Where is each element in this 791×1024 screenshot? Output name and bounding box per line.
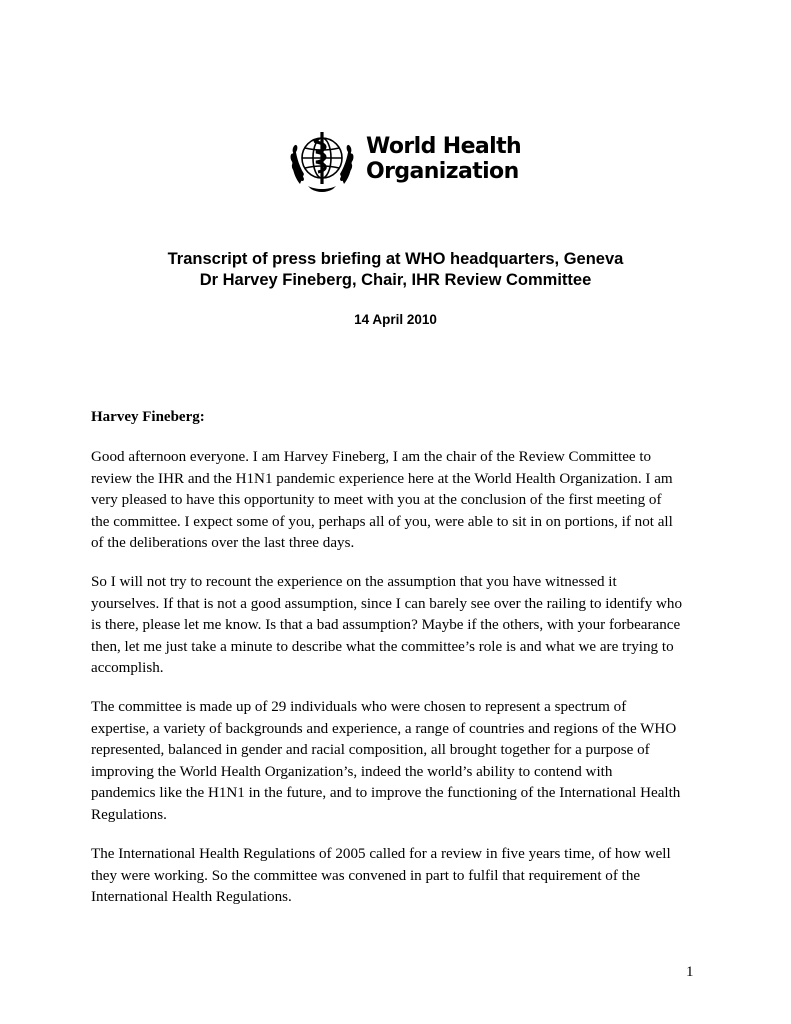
logo-line-1: World Health — [366, 134, 522, 159]
paragraph-line: yourselves. If that is not a good assumption, since I can barely see over the railing to identify who — [91, 595, 683, 612]
paragraph-line: is there, please let me know. Is that a bad assumption? Maybe if the others, with your forbearance — [91, 617, 681, 634]
paragraph-2 — [91, 572, 705, 680]
paragraph-line: review the IHR and the H1N1 pandemic experience here at the World Health Organization. I am — [91, 470, 673, 487]
paragraph-line: Good afternoon everyone. I am Harvey Fineberg, I am the chair of the Review Committee to — [91, 449, 652, 465]
briefing-date: 14 April 2010 — [354, 312, 437, 327]
paragraph-line: Regulations. — [91, 806, 167, 823]
who-emblem-icon — [286, 124, 358, 196]
paragraph-line: improving the World Health Organization’s, indeed the world’s ability to contend with — [91, 763, 613, 780]
paragraph-line: The International Health Regulations of 2005 called for a review in five years time, of how well — [91, 846, 671, 862]
document-title-line-1: Transcript of press briefing at WHO headquarters, Geneva — [167, 250, 624, 268]
paragraph-3 — [91, 697, 705, 827]
speaker-name: Harvey Fineberg: — [91, 409, 205, 425]
paragraph-line: pandemics like the H1N1 in the future, and to improve the functioning of the International Health — [91, 785, 681, 802]
paragraph-line: expertise, a variety of backgrounds and experience, a range of countries and regions of the WHO — [91, 720, 677, 737]
paragraph-line: International Health Regulations. — [91, 889, 292, 906]
paragraph-line: accomplish. — [91, 660, 164, 677]
paragraph-line: then, let me just take a minute to describe what the committee’s role is and what we are trying to — [91, 638, 674, 655]
document-title-line-2: Dr Harvey Fineberg, Chair, IHR Review Committee — [199, 271, 592, 289]
paragraph-line: of the deliberations over the last three days. — [91, 535, 355, 552]
paragraph-line: represented, balanced in gender and racial composition, all brought together for a purpose of — [91, 742, 650, 759]
paragraph-line: very pleased to have this opportunity to meet with you at the conclusion of the first meeting of — [91, 492, 662, 509]
paragraph-line: they were working. So the committee was convened in part to fulfil that requirement of the — [91, 867, 641, 884]
paragraph-1 — [91, 447, 705, 555]
logo-line-2: Organization — [366, 159, 519, 184]
who-wordmark — [366, 134, 521, 184]
paragraph-line: the committee. I expect some of you, perhaps all of you, were able to sit in on portions, if not all — [91, 513, 673, 530]
page-number: 1 — [686, 964, 694, 980]
paragraph-line: So I will not try to recount the experience on the assumption that you have witnessed it — [91, 574, 617, 590]
paragraph-4 — [91, 844, 705, 909]
who-logo — [286, 124, 522, 196]
paragraph-line: The committee is made up of 29 individuals who were chosen to represent a spectrum of — [91, 699, 627, 715]
